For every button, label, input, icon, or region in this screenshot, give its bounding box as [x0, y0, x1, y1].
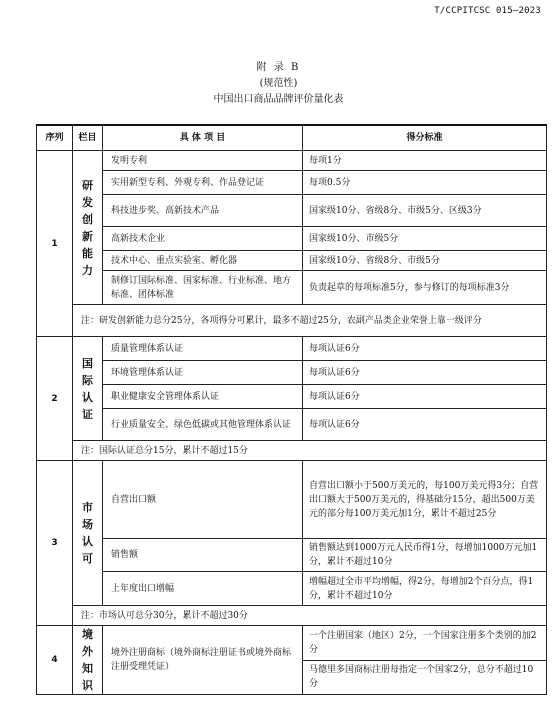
table-note-row	[37, 606, 547, 626]
table-cell-score: 国家级10分、市级5分	[303, 227, 547, 251]
table-cell-score: 负责起草的每项标准5分，参与修订的每项标准3分	[303, 271, 547, 305]
table-row	[37, 227, 547, 251]
section-1-seq: 1	[37, 151, 73, 337]
table-cell-item: 质量管理体系认证	[103, 337, 303, 361]
table-cell-item: 上年度出口增幅	[103, 572, 303, 606]
appendix-heading	[0, 60, 557, 108]
table-cell-score: 马德里多国商标注册每指定一个国家2分，总分不超过10分	[303, 660, 547, 695]
table-cell-score: 每项1分	[303, 151, 547, 171]
header-seq: 序列	[37, 125, 73, 151]
table-cell-item: 环境管理体系认证	[103, 361, 303, 385]
table-cell-item: 技术中心、重点实验室、孵化器	[103, 251, 303, 271]
table-note-row	[37, 441, 547, 461]
table-cell-score: 销售额达到1000万元人民币得1分，每增加1000万元加1分，累计不超过10分	[303, 539, 547, 572]
table-cell-score: 每项0.5分	[303, 171, 547, 195]
table-row	[37, 539, 547, 572]
section-1-note: 注：研发创新能力总分25分，各项得分可累计，最多不超过25分，农副产品类企业荣誉上靠一级评分	[73, 305, 547, 337]
table-row	[37, 171, 547, 195]
table-cell-item: 制修订国际标准、国家标准、行业标准、地方标准、团体标准	[103, 271, 303, 305]
table-cell-item: 销售额	[103, 539, 303, 572]
table-cell-score: 增幅超过全市平均增幅，得2分，每增加2个百分点，得1分，累计不超过10分	[303, 572, 547, 606]
header-column: 栏目	[73, 125, 103, 151]
header-item: 具 体 项 目	[103, 125, 303, 151]
section-4-seq: 4	[37, 626, 73, 695]
table-cell-item: 行业质量安全、绿色低碳或其他管理体系认证	[103, 409, 303, 441]
table-row	[37, 626, 547, 661]
table-cell-score: 每项认证6分	[303, 409, 547, 441]
header-score: 得分标准	[303, 125, 547, 151]
table-cell-item: 发明专利	[103, 151, 303, 171]
appendix-label: 附 录 B	[256, 62, 301, 73]
table-cell-item: 实用新型专利、外观专利、作品登记证	[103, 171, 303, 195]
table-row	[37, 409, 547, 441]
section-2-column: 国际认证	[73, 337, 103, 441]
table-row	[37, 361, 547, 385]
table-cell-score: 自营出口额小于500万美元的，每100万美元得3分；自营出口额大于500万美元的，得基础分15分，超出500万美元的部分每100万美元加1分，累计不超过25分	[303, 461, 547, 539]
section-3-seq: 3	[37, 461, 73, 626]
table-header-row	[37, 125, 547, 151]
table-cell-item: 自营出口额	[103, 461, 303, 539]
section-2-note: 注：国际认证总分15分，累计不超过15分	[73, 441, 547, 461]
table-cell-score: 国家级10分、省级8分、市级5分	[303, 251, 547, 271]
table-row	[37, 251, 547, 271]
section-1-column: 研发创新能力	[73, 151, 103, 305]
appendix-title: 中国出口商品品牌评价量化表	[213, 94, 344, 105]
table-row	[37, 271, 547, 305]
table-row	[37, 337, 547, 361]
table-cell-item: 境外注册商标（境外商标注册证书或境外商标注册受理凭证）	[103, 626, 303, 695]
table-row	[37, 385, 547, 409]
table-row	[37, 572, 547, 606]
table-note-row	[37, 305, 547, 337]
table-cell-score: 国家级10分、省级8分、市级5分、区级3分	[303, 195, 547, 227]
section-4-column: 境外知识	[73, 626, 103, 695]
evaluation-table	[36, 124, 547, 695]
table-row	[37, 151, 547, 171]
section-3-note: 注：市场认可总分30分，累计不超过30分	[73, 606, 547, 626]
table-cell-item: 职业健康安全管理体系认证	[103, 385, 303, 409]
section-2-seq: 2	[37, 337, 73, 461]
appendix-nature: (规范性)	[259, 78, 298, 89]
table-cell-item: 高新技术企业	[103, 227, 303, 251]
table-cell-item: 科技进步奖、高新技术产品	[103, 195, 303, 227]
section-3-column: 市场认可	[73, 461, 103, 606]
table-cell-score: 每项认证6分	[303, 361, 547, 385]
table-cell-score: 每项认证6分	[303, 385, 547, 409]
table-row	[37, 195, 547, 227]
table-cell-score: 每项认证6分	[303, 337, 547, 361]
table-cell-score: 一个注册国家（地区）2分，一个国家注册多个类别的加2分	[303, 626, 547, 661]
document-code: T/CCPITCSC 015—2023	[434, 6, 541, 16]
table-row	[37, 461, 547, 539]
